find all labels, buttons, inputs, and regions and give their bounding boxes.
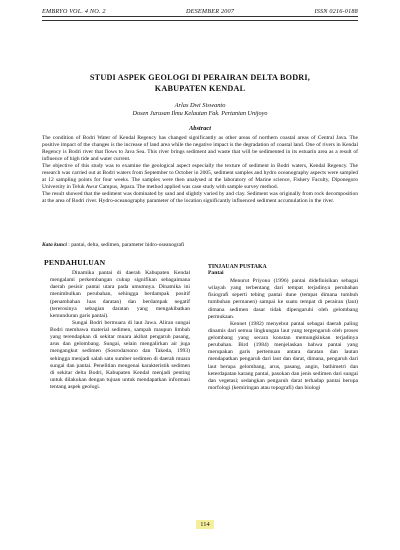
body-paragraph: Sungai Bodri bermuara di laut Jawa. Aliran sungai Bodri membawa material sedimen, sampah maupun limbah yang terendapkan di sekitar muara akibat pengaruh pasang, arus dan gelombang. Sungai, selain mengalirkan air juga mengangkut sedimen (Sosrodarsono dan Takeda, 1993) sehingga menjadi salah satu sumber sedimen di daerah muara sungai dan pantai. Penelitian mengenai karakteristik sedimen di sekitar delta Bodri, Kabupaten Kendal menjadi penting untuk dilakukan dengan tujuan untuk mendapatkan informasi tentang aspek geologi.	[50, 319, 190, 390]
body-paragraph: Menurut Priyono (1996) pantai didefinisikan sebagai wilayah yang terbentang dari tempat terjadinya perubahan fisiografi seperti tebing pantai dune (tempat dimana tumbuh tumbuhan permanen) sampai ke suatu tempat di perairan (laut) dimana sedimen dasar tidak dipengaruhi oleh gelombang permukaan.	[208, 278, 358, 320]
subsection-heading-pantai: Pantai	[208, 270, 224, 276]
paper-title	[50, 72, 350, 94]
keywords-text: : pantai, delta, sedimen, parameter hidro-oseanografi	[66, 242, 185, 248]
abstract-paragraph: The condition of Bodri Water of Kendal Regency has changed significantly as other areas of northern coastal areas of Central Java. The positive impact of the changes is the increase of land area while the negative impact is the degradation of coastal land. One of rivers in Kendal Regency is Bodri river that flows to Java Sea. This river brings sediment and waste that will be sedimented in its estuarin area as a result of influence of high tide and water current.	[42, 135, 358, 163]
left-column	[42, 258, 190, 391]
body-paragraph: Dinamika pantai di daerah Kabupaten Kendal mengalami perkembangan cukup signifikan sebagaimana daerah pesisir pantai utara pada umumnya. Dinamika ini menimbulkan perubahan, sehingga berdampak positif (penambahan luas daratan) dan berdampak negatif (tererosinya sebagian daratan yang mengakibatkan kemunduran garis pantai).	[50, 270, 190, 319]
journal-name: EMBRYO VOL. 4 NO. 2	[42, 8, 106, 15]
abstract-heading: Abstract	[188, 125, 211, 132]
keywords-label: Kata kunci	[42, 242, 67, 248]
title-line-2: KABUPATEN KENDAL	[154, 84, 246, 93]
title-line-1: STUDI ASPEK GEOLOGI DI PERAIRAN DELTA BODRI,	[89, 73, 311, 82]
section-heading-tinjauan-pustaka: TINJAUAN PUSTAKA	[208, 264, 267, 270]
author-affiliation: Dosen Jurusan Ilmu Kelautan Fak. Pertanian Unijoyo	[132, 110, 268, 117]
issue-date: DESEMBER 2007	[185, 8, 235, 15]
section-heading-pendahuluan: PENDAHULUAN	[44, 258, 106, 267]
header-rule	[42, 20, 358, 21]
abstract-paragraph: The result showed that the sediment was dominated by sand and slightly varied by and clay. Sediment was originally from rock decomposition at the area of Bodri river. Hydro-oceanography parameter of the location significantly influenced sediment accumulation in the river.	[42, 191, 358, 205]
issn: ISSN 0216-0188	[314, 8, 358, 15]
body-paragraph: Kennet (1982) menyebut pantai sebagai daerah paling dinamis dari semua lingkungan laut yang tergengaruh oleh proses gelombang yang secara konstan memungkinkan terjadinya perubahan. Bird (1984) menjelaskan bahwa pantai yang merupakan garis pertemuan antara daratan dan lautan mendapatkan pengaruh dari laut dan darat, dimana, pengaruh dari laut berupa gelombang, arus, pasang, angin, bathimetri dan keterdapatan karang pantai, pasokan dan jenis sedimen dari sungai dan vegetasi; sedangkan pengaruh darat terhadap pantai berupa morfologi (kemiringan atau topografi) dan biologi	[208, 320, 358, 391]
author-name: Arlas Dwi Siswanto	[174, 102, 226, 109]
page-number: 114	[196, 520, 214, 529]
abstract-body	[42, 135, 358, 205]
running-header	[42, 8, 358, 17]
right-column	[208, 264, 358, 392]
keywords	[42, 242, 358, 248]
abstract-paragraph: The objective of this study was to examine the geological aspect especially the texture of sediment in Bodri waters, Kendal Regency. The research was carried out at Bodri waters from September to October in 2005, sediment samples and hydro oceanography aspects were sampled at 12 sampling points for four weeks. The samples were then analysed at the laboratory of Marine science, Fishery Faculty, Diponegoro University in Teluk Awur Campus, Jepara. The method applied was case study with sample survey method.	[42, 163, 358, 191]
